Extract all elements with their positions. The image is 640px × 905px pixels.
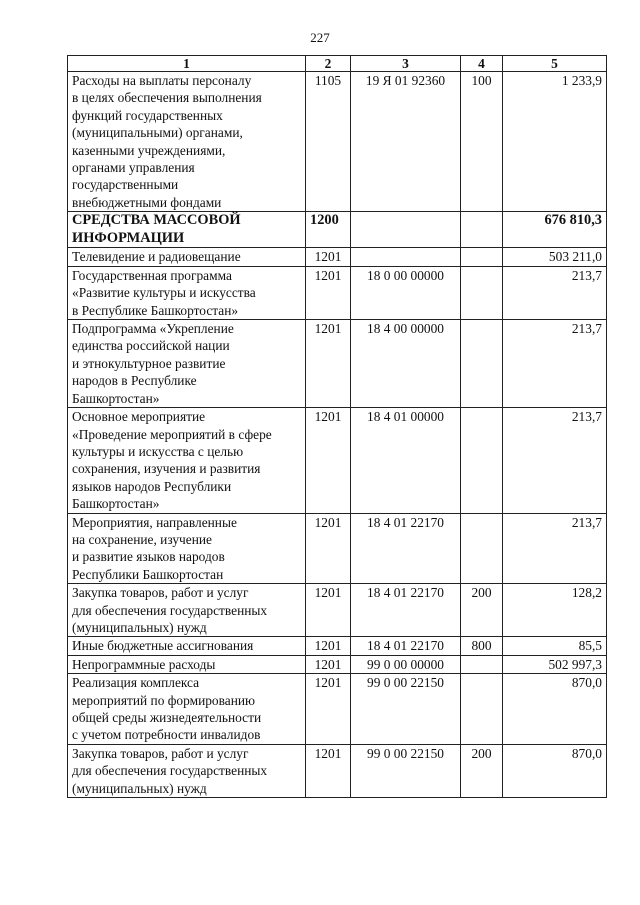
expense-kind-cell: [461, 212, 503, 248]
table-row: [68, 72, 607, 212]
amount-cell: 503 211,0: [503, 248, 607, 266]
budget-table: [67, 55, 607, 798]
expense-name-cell: Телевидение и радиовещание: [68, 248, 306, 266]
table-row: [68, 248, 607, 266]
target-article-cell: 18 4 01 22170: [351, 584, 461, 637]
section-code-cell: 1201: [306, 584, 351, 637]
target-article-cell: 18 4 01 22170: [351, 513, 461, 584]
section-code-cell: 1105: [306, 72, 351, 212]
section-code-cell: 1200: [306, 212, 351, 248]
target-article-cell: [351, 212, 461, 248]
expense-kind-cell: 200: [461, 584, 503, 637]
expense-kind-cell: [461, 655, 503, 673]
section-code-cell: 1201: [306, 655, 351, 673]
section-code-cell: 1201: [306, 744, 351, 797]
amount-cell: 676 810,3: [503, 212, 607, 248]
amount-cell: 213,7: [503, 408, 607, 513]
amount-cell: 128,2: [503, 584, 607, 637]
section-code-cell: 1201: [306, 408, 351, 513]
amount-cell: 870,0: [503, 744, 607, 797]
table-body: [68, 72, 607, 798]
table-row: [68, 266, 607, 319]
expense-name-cell: Реализация комплекса мероприятий по формированию общей среды жизнедеятельности с учетом потребности инвалидов: [68, 674, 306, 745]
expense-kind-cell: 200: [461, 744, 503, 797]
table-header-row: [68, 56, 607, 72]
expense-kind-cell: [461, 320, 503, 408]
table-row: [68, 674, 607, 745]
table-row: [68, 744, 607, 797]
target-article-cell: 18 4 00 00000: [351, 320, 461, 408]
section-code-cell: 1201: [306, 674, 351, 745]
expense-kind-cell: 800: [461, 637, 503, 655]
expense-name-cell: Закупка товаров, работ и услуг для обеспечения государственных (муниципальных) нужд: [68, 744, 306, 797]
section-code-cell: 1201: [306, 266, 351, 319]
target-article-cell: 18 4 01 22170: [351, 637, 461, 655]
section-code-cell: 1201: [306, 637, 351, 655]
expense-name-cell: Мероприятия, направленные на сохранение, изучение и развитие языков народов Республики Башкортостан: [68, 513, 306, 584]
table-row: [68, 212, 607, 248]
table-row: [68, 513, 607, 584]
expense-name-cell: Непрограммные расходы: [68, 655, 306, 673]
expense-kind-cell: [461, 266, 503, 319]
target-article-cell: [351, 248, 461, 266]
table-row: [68, 655, 607, 673]
expense-name-cell: Закупка товаров, работ и услуг для обеспечения государственных (муниципальных) нужд: [68, 584, 306, 637]
target-article-cell: 18 4 01 00000: [351, 408, 461, 513]
amount-cell: 502 997,3: [503, 655, 607, 673]
amount-cell: 213,7: [503, 320, 607, 408]
amount-cell: 213,7: [503, 266, 607, 319]
section-code-cell: 1201: [306, 248, 351, 266]
column-header: 2: [306, 56, 351, 72]
expense-kind-cell: [461, 248, 503, 266]
target-article-cell: 18 0 00 00000: [351, 266, 461, 319]
table-row: [68, 584, 607, 637]
expense-name-cell: Иные бюджетные ассигнования: [68, 637, 306, 655]
expense-name-cell: СРЕДСТВА МАССОВОЙ ИНФОРМАЦИИ: [68, 212, 306, 248]
amount-cell: 870,0: [503, 674, 607, 745]
amount-cell: 213,7: [503, 513, 607, 584]
section-code-cell: 1201: [306, 513, 351, 584]
expense-kind-cell: [461, 513, 503, 584]
expense-name-cell: Государственная программа «Развитие культуры и искусства в Республике Башкортостан»: [68, 266, 306, 319]
target-article-cell: 99 0 00 22150: [351, 744, 461, 797]
amount-cell: 85,5: [503, 637, 607, 655]
target-article-cell: 99 0 00 00000: [351, 655, 461, 673]
expense-kind-cell: 100: [461, 72, 503, 212]
column-header: 1: [68, 56, 306, 72]
column-header: 3: [351, 56, 461, 72]
target-article-cell: 99 0 00 22150: [351, 674, 461, 745]
table-row: [68, 320, 607, 408]
expense-kind-cell: [461, 674, 503, 745]
table-row: [68, 637, 607, 655]
expense-name-cell: Основное мероприятие «Проведение мероприятий в сфере культуры и искусства с целью сохранения, изучения и развития языков народов Республики Башкортостан»: [68, 408, 306, 513]
expense-name-cell: Подпрограмма «Укрепление единства российской нации и этнокультурное развитие народов в Республике Башкортостан»: [68, 320, 306, 408]
expense-kind-cell: [461, 408, 503, 513]
page-number: 227: [310, 30, 330, 45]
expense-name-cell: Расходы на выплаты персоналу в целях обеспечения выполнения функций государственных (муниципальными) органами, казенными учреждениями, органами управления государственными внебюджетными фондами: [68, 72, 306, 212]
section-code-cell: 1201: [306, 320, 351, 408]
amount-cell: 1 233,9: [503, 72, 607, 212]
target-article-cell: 19 Я 01 92360: [351, 72, 461, 212]
table-row: [68, 408, 607, 513]
column-header: 4: [461, 56, 503, 72]
column-header: 5: [503, 56, 607, 72]
